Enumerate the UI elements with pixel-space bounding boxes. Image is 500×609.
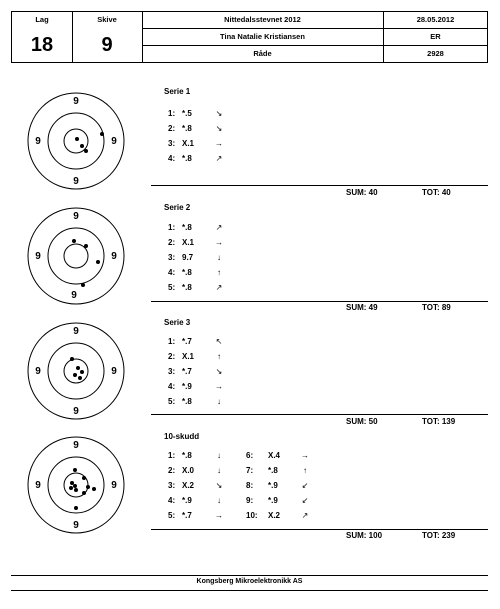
series-title: Serie 1: [164, 87, 191, 96]
score-ref: 2928: [427, 49, 444, 58]
shot-hole: [96, 260, 100, 264]
shot-row: 1: *.7 ↖: [168, 337, 226, 346]
middle-ring: [48, 228, 104, 284]
series-total: TOT: 139: [422, 417, 456, 426]
footer-divider: [11, 575, 488, 576]
series-total: TOT: 239: [422, 531, 456, 540]
direction-arrow-icon: ↗: [301, 511, 309, 520]
shot-hole: [100, 132, 104, 136]
ring-label-left: 9: [35, 136, 41, 147]
shot-row: 8: *.9 ↙: [246, 481, 312, 490]
shot-row: 5: *.7 →: [168, 511, 226, 520]
direction-arrow-icon: ↘: [215, 481, 223, 490]
divider: [151, 301, 488, 302]
direction-arrow-icon: ↙: [301, 496, 309, 505]
ring-label-left: 9: [35, 366, 41, 377]
lag-value: 18: [30, 34, 54, 56]
shot-hole: [92, 487, 96, 491]
target-serie-1: [26, 91, 126, 191]
shot-row: 4: *.9 ↓: [168, 496, 226, 505]
direction-arrow-icon: ↓: [217, 397, 221, 406]
ring-label-right: 9: [111, 136, 117, 147]
inner-ring: [64, 244, 88, 268]
direction-arrow-icon: →: [301, 451, 309, 460]
event-name: Nittedalsstevnet 2012: [224, 15, 301, 24]
ring-label-top: 9: [73, 211, 79, 222]
outer-ring: [28, 323, 124, 419]
ring-label-right: 9: [111, 366, 117, 377]
direction-arrow-icon: ↘: [215, 124, 223, 133]
shot-hole: [78, 376, 82, 380]
ring-label-right: 9: [111, 251, 117, 262]
direction-arrow-icon: ↖: [215, 337, 223, 346]
shot-hole: [75, 137, 79, 141]
shot-row: 4: *.8 ↑: [168, 268, 226, 277]
ring-label-bottom: 9: [73, 520, 79, 531]
header-table: [11, 11, 488, 63]
shot-row: 2: *.8 ↘: [168, 124, 226, 133]
shot-row: 5: *.8 ↓: [168, 397, 226, 406]
footer-divider: [11, 590, 488, 591]
shot-row: 4: *.9 →: [168, 382, 226, 391]
shot-row: 10: X.2 ↗: [246, 511, 312, 520]
shot-hole: [82, 491, 86, 495]
direction-arrow-icon: ↑: [303, 466, 307, 475]
event-date: 28.05.2012: [416, 15, 455, 24]
shot-hole: [74, 488, 78, 492]
shot-row: 9: *.9 ↙: [246, 496, 312, 505]
shot-hole: [73, 484, 77, 488]
direction-arrow-icon: ↓: [217, 496, 221, 505]
divider: [151, 414, 488, 415]
direction-arrow-icon: →: [215, 511, 223, 520]
shot-hole: [82, 476, 86, 480]
shot-hole: [86, 485, 90, 489]
series-sum: SUM: 50: [346, 417, 378, 426]
direction-arrow-icon: ↓: [217, 466, 221, 475]
inner-ring: [64, 359, 88, 383]
shot-row: 3: X.1 →: [168, 139, 226, 148]
direction-arrow-icon: ↗: [215, 223, 223, 232]
series-sum: SUM: 100: [346, 531, 383, 540]
shot-hole: [74, 506, 78, 510]
series-title: Serie 3: [164, 318, 191, 327]
shot-row: 2: X.1 →: [168, 238, 226, 247]
footer-company: Kongsberg Mikroelektronikk AS: [196, 578, 303, 585]
series-total: TOT: 89: [422, 303, 451, 312]
shot-hole: [69, 486, 73, 490]
shot-row: 7: *.8 ↑: [246, 466, 312, 475]
direction-arrow-icon: ↑: [217, 268, 221, 277]
shot-hole: [73, 468, 77, 472]
divider: [151, 529, 488, 530]
shot-row: 3: X.2 ↘: [168, 481, 226, 490]
ring-label-left: 9: [35, 251, 41, 262]
direction-arrow-icon: ↗: [215, 154, 223, 163]
shot-hole: [70, 357, 74, 361]
shot-hole: [84, 244, 88, 248]
shot-hole: [81, 283, 85, 287]
series-title: Serie 2: [164, 203, 191, 212]
shot-row: 2: X.1 ↑: [168, 352, 226, 361]
ring-label-bottom: 9: [71, 290, 77, 301]
shot-row: 6: X.4 →: [246, 451, 312, 460]
shot-row: 1: *.5 ↘: [168, 109, 226, 118]
ring-label-top: 9: [73, 440, 79, 451]
direction-arrow-icon: →: [215, 139, 223, 148]
shooter-name: Tina Natalie Kristiansen: [220, 32, 305, 41]
ring-label-right: 9: [111, 480, 117, 491]
series-sum: SUM: 49: [346, 303, 378, 312]
direction-arrow-icon: ↙: [301, 481, 309, 490]
shot-row: 5: *.8 ↗: [168, 283, 226, 292]
shot-hole: [73, 373, 77, 377]
shot-row: 2: X.0 ↓: [168, 466, 226, 475]
ring-label-top: 9: [73, 96, 79, 107]
direction-arrow-icon: ↑: [217, 352, 221, 361]
ring-label-top: 9: [73, 326, 79, 337]
series-total: TOT: 40: [422, 188, 451, 197]
series-sum: SUM: 40: [346, 188, 378, 197]
middle-ring: [48, 343, 104, 399]
shot-hole: [80, 144, 84, 148]
shot-row: 1: *.8 ↗: [168, 223, 226, 232]
divider: [151, 185, 488, 186]
ring-label-left: 9: [35, 480, 41, 491]
shot-hole: [80, 370, 84, 374]
direction-arrow-icon: →: [215, 238, 223, 247]
shooter-class: ER: [430, 32, 441, 41]
direction-arrow-icon: ↘: [215, 109, 223, 118]
series-title: 10-skudd: [164, 432, 200, 441]
lag-label: Lag: [35, 15, 49, 24]
shot-hole: [84, 149, 88, 153]
target-serie-2: [26, 206, 126, 306]
direction-arrow-icon: ↗: [215, 283, 223, 292]
shot-row: 3: *.7 ↘: [168, 367, 226, 376]
shot-row: 1: *.8 ↓: [168, 451, 226, 460]
ring-label-bottom: 9: [73, 406, 79, 417]
direction-arrow-icon: →: [215, 382, 223, 391]
direction-arrow-icon: ↓: [217, 451, 221, 460]
team-name: Råde: [253, 49, 272, 58]
outer-ring: [28, 93, 124, 189]
shot-row: 4: *.8 ↗: [168, 154, 226, 163]
shot-hole: [76, 366, 80, 370]
shot-hole: [72, 239, 76, 243]
inner-ring: [64, 129, 88, 153]
skive-label: Skive: [97, 15, 117, 24]
skive-value: 9: [101, 34, 113, 56]
shot-row: 3: 9.7 ↓: [168, 253, 226, 262]
target-serie-3: [26, 321, 126, 421]
shot-hole: [70, 481, 74, 485]
direction-arrow-icon: ↘: [215, 367, 223, 376]
ring-label-bottom: 9: [73, 176, 79, 187]
middle-ring: [48, 113, 104, 169]
target-10-skudd: [26, 435, 126, 535]
direction-arrow-icon: ↓: [217, 253, 221, 262]
